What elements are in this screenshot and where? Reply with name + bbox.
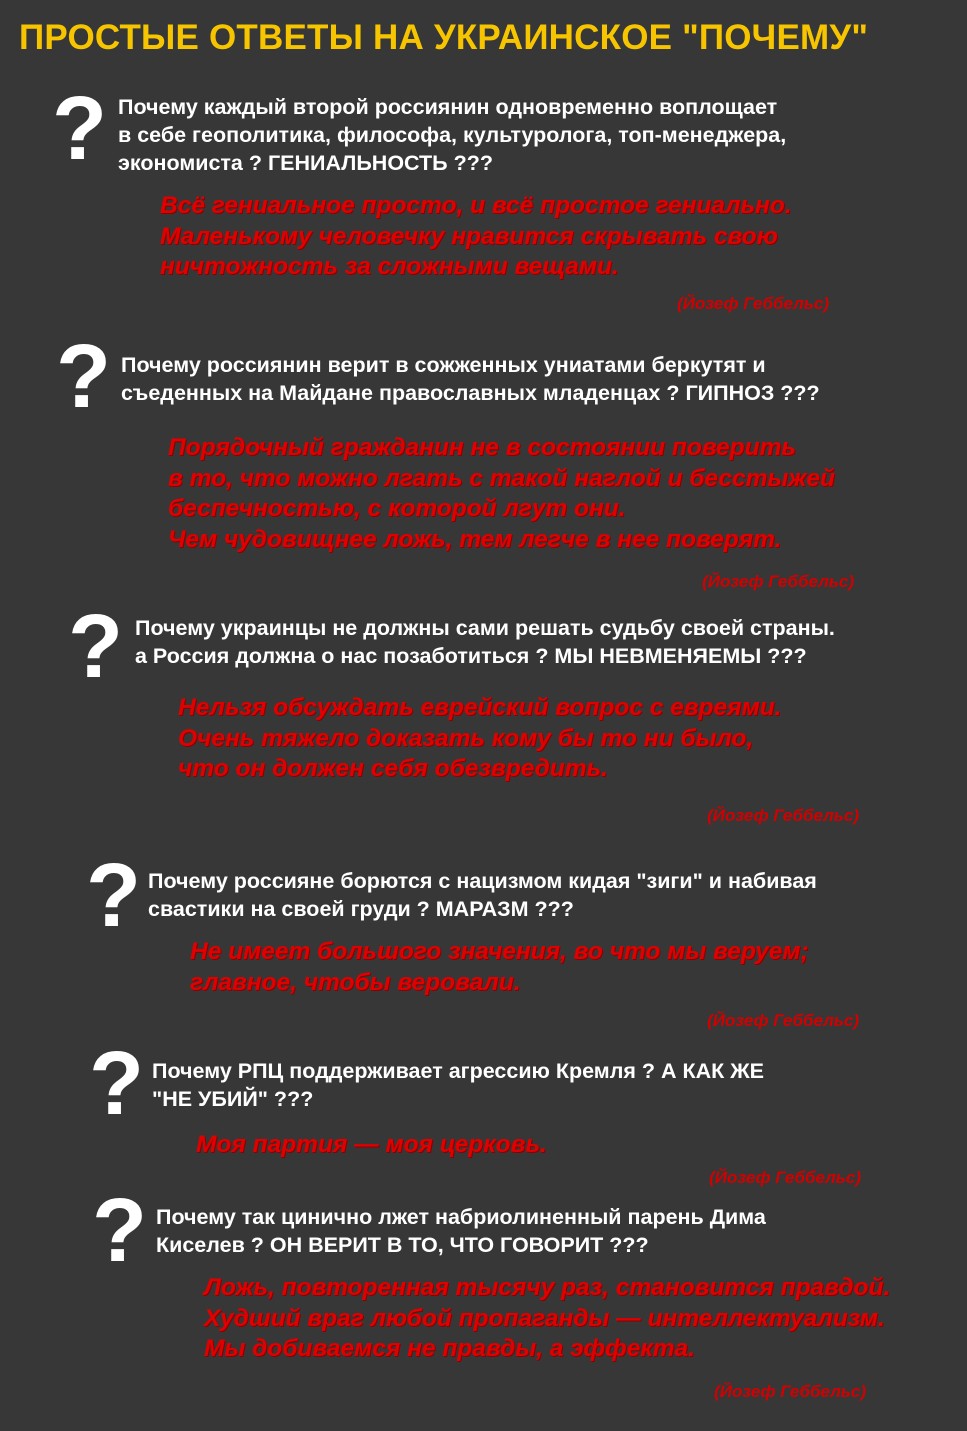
question-text: Почему россиянин верит в сожженных униатами беркутят и съеденных на Майдане православных младенцах ? ГИПНОЗ ???	[121, 353, 820, 405]
quote-text: Нельзя обсуждать еврейский вопрос с евреями. Очень тяжело доказать кому бы то ни было, что он должен себя обезвредить.	[178, 694, 782, 783]
question-mark-icon: ?	[56, 327, 111, 427]
quote-text: Моя партия — моя церковь.	[196, 1131, 547, 1158]
question-text: Почему каждый второй россиянин одновременно воплощает в себе геополитика, философа, культуролога, топ-менеджера, экономиста ? ГЕНИАЛЬНОСТЬ ???	[118, 95, 787, 175]
question-mark-icon: ?	[89, 1034, 144, 1134]
question-mark-icon: ?	[86, 846, 141, 946]
page-title: ПРОСТЫЕ ОТВЕТЫ НА УКРАИНСКОЕ "ПОЧЕМУ"	[19, 18, 869, 57]
question-text: Почему украинцы не должны сами решать судьбу своей страны. а Россия должна о нас позаботиться ? МЫ НЕВМЕНЯЕМЫ ???	[135, 616, 835, 668]
question-mark-icon: ?	[92, 1181, 147, 1281]
quote-text: Всё гениальное просто, и всё простое гениально. Маленькому человечку нравится скрывать свою ничтожность за сложными вещами.	[160, 192, 792, 281]
quote-author: (Йозеф Геббельс)	[702, 572, 854, 591]
question-text: Почему РПЦ поддерживает агрессию Кремля ? А КАК ЖЕ "НЕ УБИЙ" ???	[152, 1059, 765, 1111]
quote-text: Ложь, повторенная тысячу раз, становится правдой. Худший враг любой пропаганды — интеллектуализм. Мы добиваемся не правды, а эффекта.	[204, 1274, 891, 1363]
quote-text: Не имеет большого значения, во что мы веруем; главное, чтобы веровали.	[190, 938, 809, 996]
quote-author: (Йозеф Геббельс)	[707, 806, 859, 825]
quote-author: (Йозеф Геббельс)	[677, 294, 829, 313]
question-mark-icon: ?	[68, 597, 123, 697]
quote-author: (Йозеф Геббельс)	[707, 1011, 859, 1030]
question-mark-icon: ?	[52, 79, 107, 179]
quote-author: (Йозеф Геббельс)	[709, 1168, 861, 1187]
quote-text: Порядочный гражданин не в состоянии поверить в то, что можно лгать с такой наглой и бесстыжей беспечностью, с которой лгут они. Чем чудовищнее ложь, тем легче в нее поверят.	[168, 434, 835, 554]
question-text: Почему так цинично лжет набриолиненный парень Дима Киселев ? ОН ВЕРИТ В ТО, ЧТО ГОВОРИТ ???	[156, 1205, 766, 1257]
quote-author: (Йозеф Геббельс)	[714, 1382, 866, 1401]
question-text: Почему россияне борются с нацизмом кидая "зиги" и набивая свастики на своей груди ? МАРАЗМ ???	[148, 869, 817, 921]
